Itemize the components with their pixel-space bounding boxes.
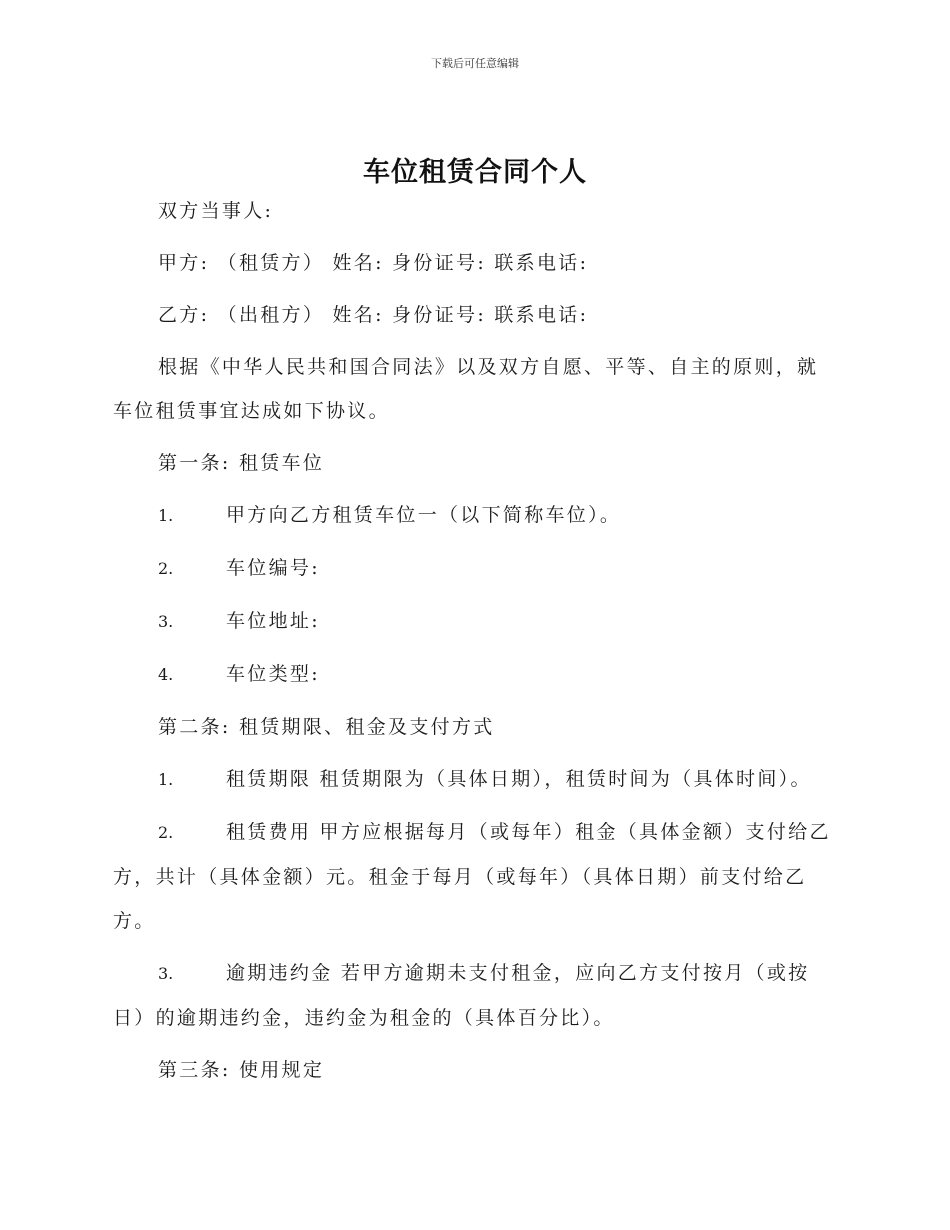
article-2-heading: 第二条: 租赁期限、租金及支付方式 [158,716,495,738]
item-text: 车位类型: [226,663,320,685]
list-item [113,652,838,697]
article-3-heading: 第三条: 使用规定 [158,1059,325,1081]
list-item [113,810,838,943]
document-title: 车位租赁合同个人 [363,157,587,188]
item-text: 租赁费用 甲方应根据每月（或每年）租金（具体金额）支付给乙方，共计（具体金额）元。租金于每月（或每年）（具体日期）前支付给乙方。 [113,821,831,932]
item-number: 2. [158,559,174,578]
header-note: 下载后可任意编辑 [431,57,519,70]
basis-paragraph: 根据《中华人民共和国合同法》以及双方自愿、平等、自主的原则，就车位租赁事宜达成如下协议。 [113,356,819,422]
item-number: 1. [158,770,174,789]
party-b-line: 乙方: （出租方） 姓名: 身份证号: 联系电话: [158,304,589,326]
item-text: 车位编号: [226,557,320,579]
item-text: 租赁期限 租赁期限为（具体日期），租赁时间为（具体时间）。 [226,768,812,790]
item-text: 甲方向乙方租赁车位一（以下简称车位）。 [226,504,622,526]
item-number: 3. [158,964,174,983]
parties-heading: 双方当事人: [158,200,274,222]
item-number: 2. [158,823,174,842]
item-number: 3. [158,612,174,631]
item-text: 车位地址: [226,610,320,632]
item-number: 1. [158,506,174,525]
list-item [113,493,838,538]
item-text: 逾期违约金 若甲方逾期未支付租金，应向乙方支付按月（或按日）的逾期违约金，违约金为租金的（具体百分比）。 [113,962,810,1029]
list-item [113,757,838,802]
party-a-line: 甲方: （租赁方） 姓名: 身份证号: 联系电话: [158,252,589,274]
item-number: 4. [158,665,174,684]
document-body [113,189,838,1092]
list-item [113,951,838,1040]
article-1-heading: 第一条: 租赁车位 [158,452,325,474]
list-item [113,599,838,644]
list-item [113,546,838,591]
